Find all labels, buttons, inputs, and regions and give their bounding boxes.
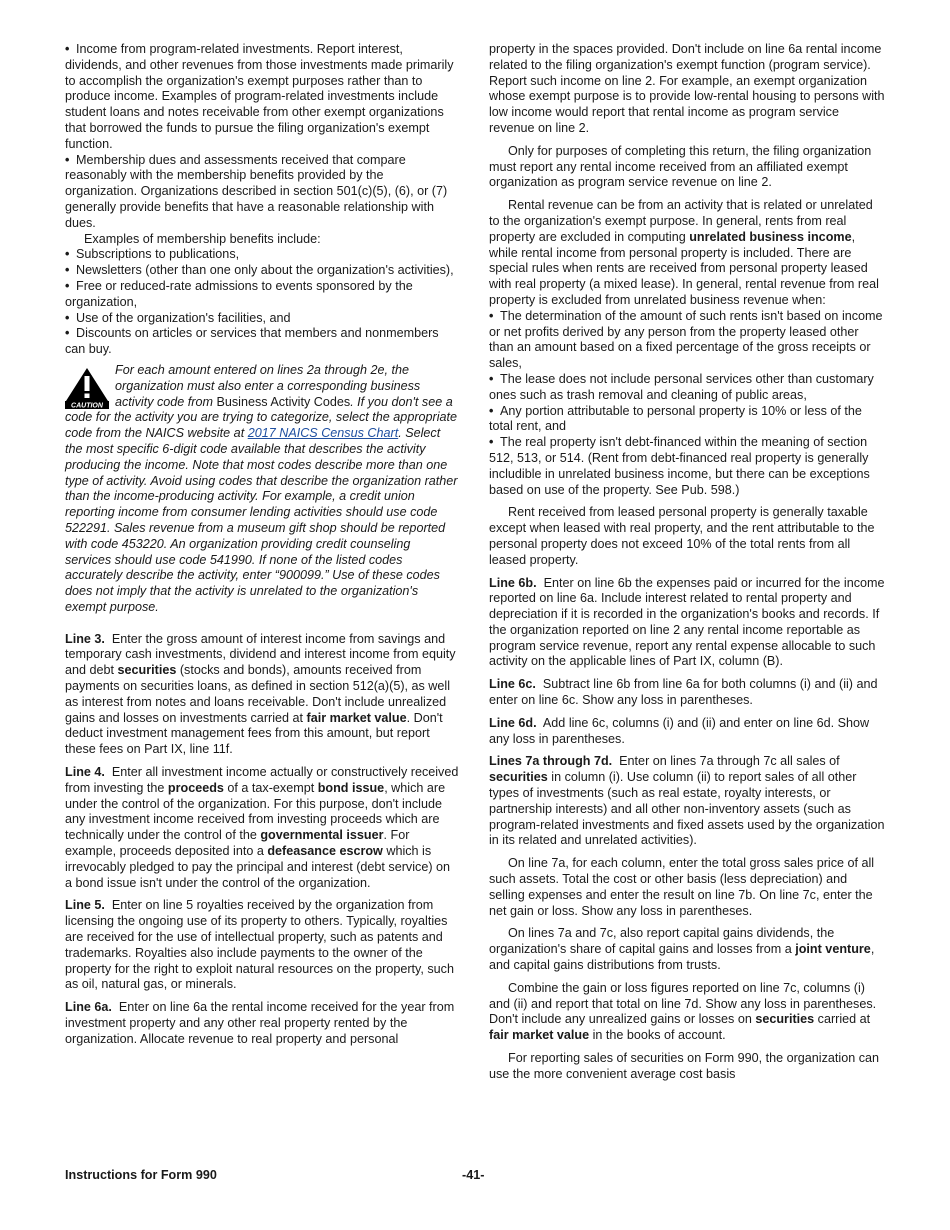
line-4-paragraph: Line 4. Enter all investment income actually or constructively received from investing the proceeds of a tax-exempt bond issue, which are under the control of the organization. For this purpose, don't include any investment income received from investing proceeds which are technically under the control of the governmental issuer. For example, proceeds deposited into a defeasance escrow which is irrevocably pledged to pay the principal and interest (debt service) on a bond issue isn't under the control of the organization. xyxy=(65,765,459,890)
list-item: • Subscriptions to publications, xyxy=(65,247,459,263)
paragraph: Only for purposes of completing this return, the filing organization must report any rental income received from an affiliated exempt organization as program service revenue on line 2. xyxy=(489,143,872,190)
paragraph: Combine the gain or loss figures reported on line 7c, columns (i) and (ii) and report that total on line 7d. Show any loss in parentheses. Don't include any unrealized gains or losses on securities carried at fair market value in the books of account. xyxy=(489,980,877,1043)
left-column xyxy=(65,42,459,1055)
bullet-program-related-investments: • Income from program-related investments. Report interest, dividends, and other revenues from those investments made primarily to accomplish the organization's exempt purposes rather than to produce income. Examples of program-related investments include student loans and notes receivable from other exempt organizations that borrowed the funds to pursue the filing organization's exempt function. xyxy=(65,42,459,153)
paragraph: Rental revenue can be from an activity that is related or unrelated to the organization's exempt purpose. In general, rents from real property are excluded in computing unrelated business income, while rental income from personal property is included. There are special rules when rents are received from personal property leased with real property (a mixed lease). In general, rental revenue from real property is excluded from unrelated business revenue when: xyxy=(489,198,879,307)
line-5-heading: Line 5. xyxy=(65,898,105,913)
line-6b-heading: Line 6b. xyxy=(489,575,537,590)
caution-text: . If you don't see a code for the activity you are trying to categorize, select the appropriate code from the NAICS website at xyxy=(65,394,458,441)
list-item: • The real property isn't debt-financed within the meaning of section 512, 513, or 514. (Rent from debt-financed real property is generally includible in unrelated business income, but there can be exceptions based on use of the property. See Pub. 598.) xyxy=(489,435,885,498)
list-item: • The lease does not include personal services other than customary ones such as trash removal and cleaning of public areas, xyxy=(489,372,885,404)
paragraph: Rent received from leased personal property is generally taxable except when leased with real property, and the rent attributable to the personal property does not exceed 10% of the total rents from all leased property. xyxy=(489,505,875,567)
list-item: • Use of the organization's facilities, and xyxy=(65,311,459,327)
paragraph: For reporting sales of securities on Form 990, the organization can use the more convenient average cost basis xyxy=(489,1051,880,1081)
line-6d-paragraph: Line 6d. Add line 6c, columns (i) and (ii) and enter on line 6d. Show any loss in parentheses. xyxy=(489,715,870,746)
paragraph: property in the spaces provided. Don't include on line 6a rental income related to the filing organization's exempt function (program service). Report such income on line 2. For example, an exempt organization whose exempt purpose is to provide low-rental housing to persons with low income would report that rental income as program service revenue on line 2. xyxy=(489,42,885,135)
lines-7a-7d-paragraph: Lines 7a through 7d. Enter on lines 7a through 7c all sales of securities in column (i). Use column (ii) to report sales of all other types of investments (such as real estate, royalty interests, or partnership interests) and all other non-inventory assets (such as program-related investments and fixed assets used by the organization in its related and unrelated activities). xyxy=(489,754,885,848)
business-activity-codes-ref: Business Activity Codes xyxy=(216,394,351,409)
list-item: • Free or reduced-rate admissions to events sponsored by the organization, xyxy=(65,279,459,311)
right-column xyxy=(489,42,885,1090)
list-item: • Discounts on articles or services that members and nonmembers can buy. xyxy=(65,326,459,358)
caution-note xyxy=(65,363,459,616)
line-3-paragraph: Line 3. Enter the gross amount of interest income from savings and temporary cash investments, dividend and interest income from equity and debt securities (stocks and bonds), amounts received from payments on securities loans, as defined in section 512(a)(5), as well as interest from notes and loans receivable. Don't include unrealized gains and losses on investments carried at fair market value. Don't deduct investment management fees from this amount, but report these fees on Part IX, line 11f. xyxy=(65,631,456,757)
caution-icon xyxy=(65,367,109,409)
line-6c-paragraph: Line 6c. Subtract line 6b from line 6a for both columns (i) and (ii) and enter on line 6c. Show any loss in parentheses. xyxy=(489,677,878,708)
examples-intro: Examples of membership benefits include: xyxy=(84,231,321,246)
list-item: • Newsletters (other than one only about the organization's activities), xyxy=(65,263,459,279)
caution-icon-label: CAUTION xyxy=(71,402,103,409)
bullet-membership-dues: • Membership dues and assessments received that compare reasonably with the membership benefits provided by the organization. Organizations described in section 501(c)(5), (6), or (7) generally provide benefits that have a reasonable relationship with dues. xyxy=(65,153,459,232)
line-6b-paragraph: Line 6b. Enter on line 6b the expenses paid or incurred for the income reported on line 6a. Include interest related to rental property and depreciation if it is recorded in the organization's books and records. If the organization reported on line 2 any rental income reportable as program service revenue, report any rental expense allocable to such activity on the applicable lines of Part IX, column (B). xyxy=(489,575,885,669)
line-6c-heading: Line 6c. xyxy=(489,677,536,692)
line-4-heading: Line 4. xyxy=(65,765,105,780)
line-5-paragraph: Line 5. Enter on line 5 royalties received by the organization from licensing the ongoing use of its property to others. Typically, royalties are received for the use of intellectual property, such as patents and trademarks. Royalties also include payments to the owner of the property for the right to exploit natural resources on the property, such as oil, natural gas, or minerals. xyxy=(65,898,454,992)
footer-title: Instructions for Form 990 xyxy=(65,1168,217,1182)
line-6a-paragraph: Line 6a. Enter on line 6a the rental income received for the year from investment property and any other real property rented by the organization. Allocate revenue to real property and personal xyxy=(65,1000,455,1046)
page-number: -41- xyxy=(462,1168,485,1182)
line-3-heading: Line 3. xyxy=(65,631,105,646)
caution-text: . Select the most specific 6-digit code available that describes the activity producing the income. Note that most codes describe more than one type of activity. Avoid using codes that describe the organization rather than the income-producing activity. For example, a credit union reporting income from consumer lending activities should use code 522291. Sales revenue from a museum gift shop should be reported with code 453220. An organization providing credit counseling services should use code 541990. If none of the listed codes accurately describe the activity, enter “900099.” Use of these codes does not imply that the activity is unrelated to the organization's exempt purpose. xyxy=(65,426,458,614)
list-item: • Any portion attributable to personal property is 10% or less of the total rent, and xyxy=(489,404,885,436)
caution-text: For each amount entered on lines 2a through 2e, the organization must also enter a corresponding business activity code from xyxy=(115,362,421,409)
naics-census-chart-link[interactable]: 2017 NAICS Census Chart xyxy=(247,426,399,441)
line-6d-heading: Line 6d. xyxy=(489,715,537,730)
paragraph: On line 7a, for each column, enter the total gross sales price of all such assets. Total the cost or other basis (less depreciation) and selling expenses and enter the result on line 7b. On line 7c, enter the net gain or loss. Show any loss in parentheses. xyxy=(489,856,875,918)
list-item: • The determination of the amount of such rents isn't based on income or net profits derived by any person from the property leased other than an amount based on a fixed percentage of the gross receipts or sales, xyxy=(489,309,885,372)
line-6a-heading: Line 6a. xyxy=(65,1000,112,1015)
paragraph: On lines 7a and 7c, also report capital gains dividends, the organization's share of capital gains and losses from a joint venture, and capital gains distributions from trusts. xyxy=(489,926,875,973)
lines-7a-7d-heading: Lines 7a through 7d. xyxy=(489,754,613,769)
